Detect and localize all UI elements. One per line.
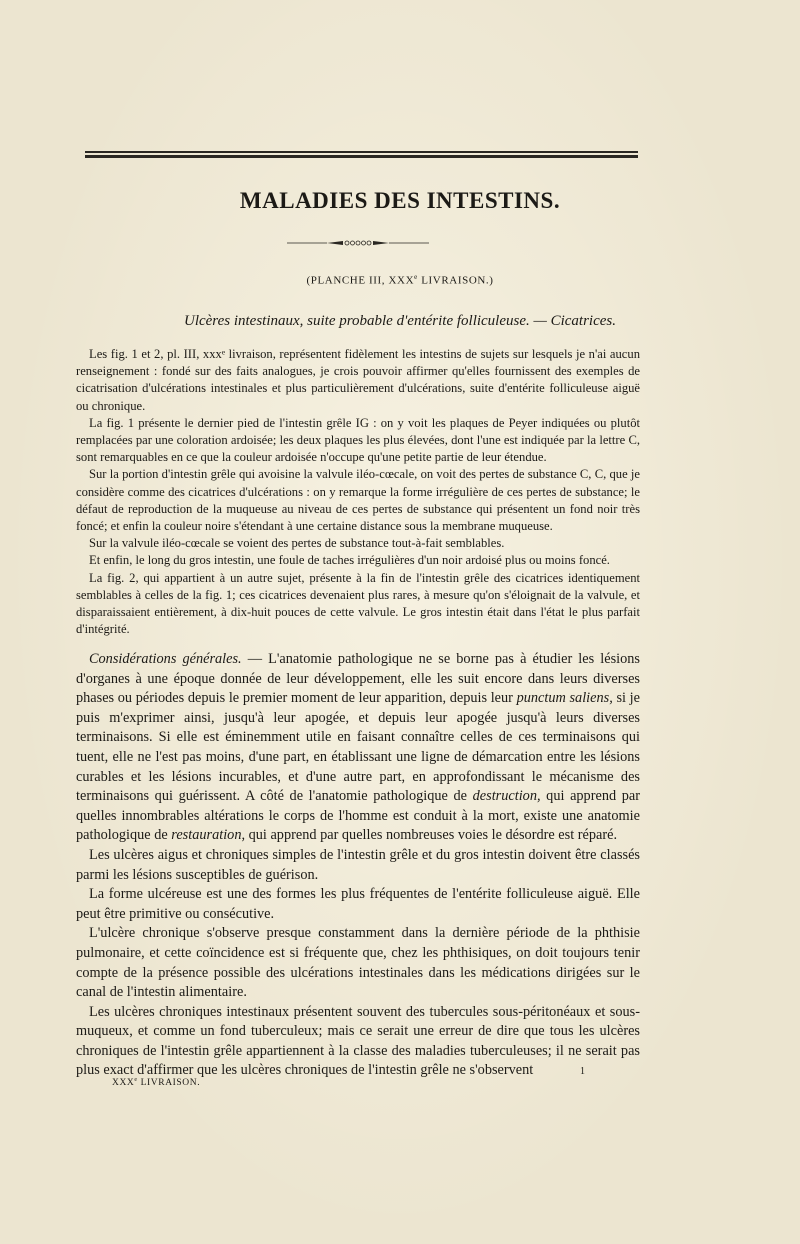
paragraph: Sur la portion d'intestin grêle qui avoisine la valvule iléo-cœcale, on voit des pertes de substance C, C, que je considère comme des cicatrices d'ulcérations : on y remarque la forme irrégulière de ces pertes de substance; le défaut de reproduction de la muqueuse au niveau de ces pertes de substance qui présentent un fond noir très foncé; et enfin la couleur noire s'étendant à une certaine distance sous la membrane muqueuse. <box>76 467 640 534</box>
signature-mark: XXXe LIVRAISON. <box>112 1077 201 1089</box>
paragraph: Et enfin, le long du gros intestin, une foule de taches irrégulières d'un noir ardoisé plus ou moins foncé. <box>89 553 610 568</box>
paragraph: Les ulcères aigus et chroniques simples de l'intestin grêle et du gros intestin doivent être classés parmi les lésions susceptibles de guérison. <box>76 846 640 883</box>
considerations-block <box>76 650 640 1081</box>
paragraph: Sur la valvule iléo-cœcale se voient des pertes de substance tout-à-fait semblables. <box>89 536 505 551</box>
paragraph: Les ulcères chroniques intestinaux présentent souvent des tubercules sous-péritonéaux et sous-muqueux, et comme un fond tuberculeux; mais ce serait une erreur de dire que tous les ulcères chroniques de l'intestin grêle appartiennent à la classe des maladies tuberculeuses; il ne serait pas plus exact d'affirmer que les ulcères chroniques de l'intestin grêle ne s'observent <box>76 1003 640 1079</box>
paragraph: La forme ulcéreuse est une des formes les plus fréquentes de l'entérite folliculeuse aiguë. Elle peut être primitive ou consécutive. <box>76 886 640 922</box>
description-block <box>76 346 640 638</box>
sheet-number: 1 <box>580 1066 585 1077</box>
paragraph: L'ulcère chronique s'observe presque constamment dans la dernière période de la phthisie pulmonaire, et cette coïncidence est si fréquente que, chez les phthisiques, on doit toujours tenir compte de la présence possible des ulcérations intestinales dans les médications dirigées sur le canal de l'intestin alimentaire. <box>76 925 640 1001</box>
paragraph: La fig. 2, qui appartient à un autre sujet, présente à la fin de l'intestin grêle des cicatrices identiquement semblables à celles de la fig. 1; ces cicatrices devenaient plus rares, à mesure qu'on s'éloignait de la valvule, et disparaissaient entièrement, à dix-huit pouces de cette valvule. Le gros intestin était dans l'état le plus parfait d'intégrité. <box>76 570 640 637</box>
section-subtitle: Ulcères intestinaux, suite probable d'entérite folliculeuse. — Cicatrices. <box>183 313 616 329</box>
ornament-divider <box>287 238 429 248</box>
paragraph: Les fig. 1 et 2, pl. III, xxxᵉ livraison, représentent fidèlement les intestins de sujets sur lesquels je n'ai aucun renseignement : fondé sur des faits analogues, je crois pouvoir affirmer qu'elles fournissent des exemples de cicatrisation d'ulcérations intestinales et plus particulièrement d'ulcérations, suite d'entérite folliculeuse aiguë ou chronique. <box>76 347 640 413</box>
considerations-paragraph: Considérations générales. — L'anatomie pathologique ne se borne pas à étudier les lésions d'organes à une époque donnée de leur développement, elle les suit encore dans leurs diverses phases ou périodes depuis le premier moment de leur apparition, depuis leur punctum saliens, si je puis m'exprimer ainsi, jusqu'à leur apogée, et depuis leur apogée jusqu'à leurs diverses terminaisons. Si elle est éminemment utile en faisant connaître celles de ces terminaisons qui tuent, elle ne l'est pas moins, d'une part, en établissant une ligne de démarcation entre les lésions curables et les lésions incurables, et d'une autre part, en approfondissant le mécanisme des terminaisons qui guérissent. A côté de l'anatomie pathologique de destruction, qui apprend par quelles innombrables altérations le corps de l'homme est conduit à la mort, existe une anatomie pathologique de restauration, qui apprend par quelles nombreuses voies le désordre est réparé. <box>76 651 640 844</box>
considerations-lead: Considérations générales. <box>89 651 242 667</box>
top-double-rule <box>85 151 638 158</box>
page-title: MALADIES DES INTESTINS. <box>239 188 561 213</box>
plate-reference: (PLANCHE III, XXXe LIVRAISON.) <box>306 273 494 287</box>
paragraph: La fig. 1 présente le dernier pied de l'intestin grêle IG : on y voit les plaques de Peyer indiquées ou plutôt remplacées par une coloration ardoisée; les deux plaques les plus élevées, dont l'une est indiquée par la lettre C, sont remarquables en ce que la couleur ardoisée n'occupe qu'une petite partie de leur étendue. <box>76 415 640 465</box>
